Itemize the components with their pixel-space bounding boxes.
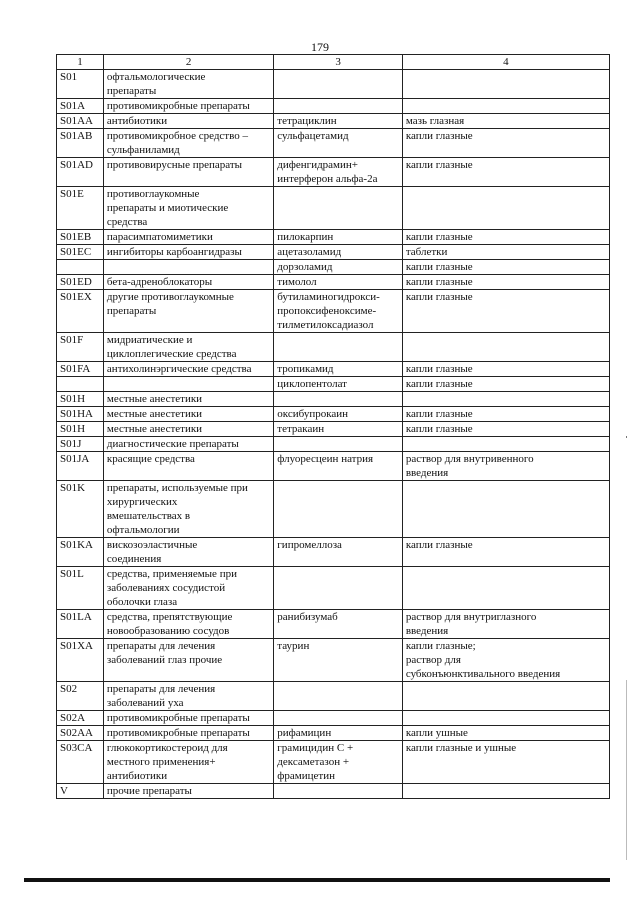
cell-substance: дорзоламид bbox=[274, 260, 403, 275]
column-header-group: 2 bbox=[103, 55, 273, 70]
cell-form bbox=[402, 682, 609, 711]
column-header-form: 4 bbox=[402, 55, 609, 70]
cell-code: S01EB bbox=[57, 230, 104, 245]
cell-form: капли глазные bbox=[402, 260, 609, 275]
cell-code: S02 bbox=[57, 682, 104, 711]
bottom-scan-bar bbox=[24, 878, 610, 882]
cell-form: капли глазные bbox=[402, 407, 609, 422]
cell-form: капли глазные bbox=[402, 290, 609, 333]
cell-group: прочие препараты bbox=[103, 784, 273, 799]
cell-group: глюкокортикостероид для местного применения+ антибиотики bbox=[103, 741, 273, 784]
cell-substance: дифенгидрамин+ интерферон альфа-2а bbox=[274, 158, 403, 187]
cell-group: препараты для лечения заболеваний глаз прочие bbox=[103, 639, 273, 682]
cell-substance bbox=[274, 437, 403, 452]
table-row bbox=[57, 452, 610, 481]
cell-code: S02A bbox=[57, 711, 104, 726]
cell-form: капли глазные bbox=[402, 158, 609, 187]
cell-group: противомикробные препараты bbox=[103, 726, 273, 741]
table-row bbox=[57, 290, 610, 333]
table-row bbox=[57, 407, 610, 422]
cell-code: S01K bbox=[57, 481, 104, 538]
table-row bbox=[57, 245, 610, 260]
cell-group: средства, препятствующие новообразованию сосудов bbox=[103, 610, 273, 639]
cell-form bbox=[402, 567, 609, 610]
cell-code: S01LA bbox=[57, 610, 104, 639]
cell-form: капли глазные bbox=[402, 538, 609, 567]
cell-code: S01FA bbox=[57, 362, 104, 377]
cell-substance: ацетазоламид bbox=[274, 245, 403, 260]
table-row bbox=[57, 481, 610, 538]
cell-code: S01AB bbox=[57, 129, 104, 158]
cell-substance bbox=[274, 333, 403, 362]
cell-form: капли глазные bbox=[402, 275, 609, 290]
table-row bbox=[57, 610, 610, 639]
cell-substance: циклопентолат bbox=[274, 377, 403, 392]
cell-form: капли глазные bbox=[402, 230, 609, 245]
cell-substance bbox=[274, 481, 403, 538]
cell-substance: таурин bbox=[274, 639, 403, 682]
cell-substance: гипромеллоза bbox=[274, 538, 403, 567]
table-row bbox=[57, 362, 610, 377]
table-header-row bbox=[57, 55, 610, 70]
cell-code: S01EC bbox=[57, 245, 104, 260]
column-header-substance: 3 bbox=[274, 55, 403, 70]
cell-code: S01H bbox=[57, 422, 104, 437]
cell-form: капли глазные bbox=[402, 377, 609, 392]
cell-form: таблетки bbox=[402, 245, 609, 260]
table-row bbox=[57, 741, 610, 784]
cell-form bbox=[402, 333, 609, 362]
cell-group: красящие средства bbox=[103, 452, 273, 481]
table-row bbox=[57, 230, 610, 245]
cell-group: антибиотики bbox=[103, 114, 273, 129]
table-row bbox=[57, 711, 610, 726]
cell-group: вискозоэластичные соединения bbox=[103, 538, 273, 567]
table-row bbox=[57, 260, 610, 275]
cell-form bbox=[402, 70, 609, 99]
cell-substance: оксибупрокаин bbox=[274, 407, 403, 422]
cell-group: бета-адреноблокаторы bbox=[103, 275, 273, 290]
cell-form: капли глазные bbox=[402, 362, 609, 377]
cell-substance bbox=[274, 567, 403, 610]
table-row bbox=[57, 377, 610, 392]
cell-form bbox=[402, 187, 609, 230]
cell-form bbox=[402, 711, 609, 726]
cell-code: S01AD bbox=[57, 158, 104, 187]
cell-substance bbox=[274, 682, 403, 711]
cell-code: S01XA bbox=[57, 639, 104, 682]
cell-form bbox=[402, 392, 609, 407]
table-row bbox=[57, 187, 610, 230]
cell-group: местные анестетики bbox=[103, 407, 273, 422]
cell-code: S01 bbox=[57, 70, 104, 99]
cell-group: антихолинэргические средства bbox=[103, 362, 273, 377]
cell-group bbox=[103, 377, 273, 392]
margin-scan-mark bbox=[626, 680, 627, 860]
cell-substance bbox=[274, 392, 403, 407]
cell-code: S01HA bbox=[57, 407, 104, 422]
column-header-code: 1 bbox=[57, 55, 104, 70]
cell-substance bbox=[274, 70, 403, 99]
cell-code: S01A bbox=[57, 99, 104, 114]
cell-code: S03CA bbox=[57, 741, 104, 784]
cell-substance: флуоресцеин натрия bbox=[274, 452, 403, 481]
drug-classification-table bbox=[56, 54, 610, 799]
cell-group: противомикробное средство – сульфаниламид bbox=[103, 129, 273, 158]
cell-code: S01H bbox=[57, 392, 104, 407]
cell-group: средства, применяемые при заболеваниях сосудистой оболочки глаза bbox=[103, 567, 273, 610]
table-row bbox=[57, 333, 610, 362]
cell-form bbox=[402, 99, 609, 114]
cell-substance: тетракаин bbox=[274, 422, 403, 437]
cell-group: местные анестетики bbox=[103, 422, 273, 437]
table-row bbox=[57, 99, 610, 114]
cell-code: S01J bbox=[57, 437, 104, 452]
cell-form: капли глазные; раствор для субконъюнктивального введения bbox=[402, 639, 609, 682]
cell-group bbox=[103, 260, 273, 275]
cell-substance: ранибизумаб bbox=[274, 610, 403, 639]
cell-substance: тропикамид bbox=[274, 362, 403, 377]
cell-form: мазь глазная bbox=[402, 114, 609, 129]
cell-form: капли глазные bbox=[402, 129, 609, 158]
cell-code: S01L bbox=[57, 567, 104, 610]
cell-substance bbox=[274, 784, 403, 799]
cell-substance bbox=[274, 99, 403, 114]
cell-substance bbox=[274, 711, 403, 726]
table-row bbox=[57, 639, 610, 682]
cell-substance: сульфацетамид bbox=[274, 129, 403, 158]
cell-form: капли глазные и ушные bbox=[402, 741, 609, 784]
cell-group: другие противоглаукомные препараты bbox=[103, 290, 273, 333]
cell-substance bbox=[274, 187, 403, 230]
cell-group: мидриатические и циклоплегические средства bbox=[103, 333, 273, 362]
cell-substance: тетрациклин bbox=[274, 114, 403, 129]
cell-code: S01ED bbox=[57, 275, 104, 290]
cell-code: S01F bbox=[57, 333, 104, 362]
cell-form: раствор для внутривенного введения bbox=[402, 452, 609, 481]
cell-group: препараты, используемые при хирургических вмешательствах в офтальмологии bbox=[103, 481, 273, 538]
cell-form: капли глазные bbox=[402, 422, 609, 437]
cell-substance: тимолол bbox=[274, 275, 403, 290]
cell-code: S02AA bbox=[57, 726, 104, 741]
table-row bbox=[57, 392, 610, 407]
cell-form: капли ушные bbox=[402, 726, 609, 741]
cell-group: препараты для лечения заболеваний уха bbox=[103, 682, 273, 711]
cell-code: S01JA bbox=[57, 452, 104, 481]
table-row bbox=[57, 784, 610, 799]
cell-substance: пилокарпин bbox=[274, 230, 403, 245]
table-row bbox=[57, 422, 610, 437]
cell-group: противомикробные препараты bbox=[103, 711, 273, 726]
table-row bbox=[57, 70, 610, 99]
cell-code: S01E bbox=[57, 187, 104, 230]
cell-code: S01KA bbox=[57, 538, 104, 567]
cell-form: раствор для внутриглазного введения bbox=[402, 610, 609, 639]
page-number: 179 bbox=[311, 40, 329, 54]
cell-form bbox=[402, 481, 609, 538]
cell-group: местные анестетики bbox=[103, 392, 273, 407]
cell-code: S01AA bbox=[57, 114, 104, 129]
cell-code bbox=[57, 377, 104, 392]
table-row bbox=[57, 538, 610, 567]
cell-substance: бутиламиногидрокси- пропоксифеноксиме- тилметилоксадиазол bbox=[274, 290, 403, 333]
cell-group: ингибиторы карбоангидразы bbox=[103, 245, 273, 260]
cell-form bbox=[402, 437, 609, 452]
table-row bbox=[57, 129, 610, 158]
table-row bbox=[57, 726, 610, 741]
table-row bbox=[57, 682, 610, 711]
cell-substance: грамицидин С + дексаметазон + фрамицетин bbox=[274, 741, 403, 784]
cell-form bbox=[402, 784, 609, 799]
cell-group: противовирусные препараты bbox=[103, 158, 273, 187]
margin-scan-mark bbox=[626, 436, 627, 438]
table-row bbox=[57, 275, 610, 290]
table-body bbox=[57, 70, 610, 799]
cell-group: диагностические препараты bbox=[103, 437, 273, 452]
table-row bbox=[57, 567, 610, 610]
cell-group: противомикробные препараты bbox=[103, 99, 273, 114]
cell-substance: рифамицин bbox=[274, 726, 403, 741]
table-row bbox=[57, 158, 610, 187]
table-row bbox=[57, 114, 610, 129]
cell-group: противоглаукомные препараты и миотические средства bbox=[103, 187, 273, 230]
cell-code: S01EX bbox=[57, 290, 104, 333]
cell-group: парасимпатомиметики bbox=[103, 230, 273, 245]
cell-code: V bbox=[57, 784, 104, 799]
cell-code bbox=[57, 260, 104, 275]
cell-group: офтальмологические препараты bbox=[103, 70, 273, 99]
table-row bbox=[57, 437, 610, 452]
